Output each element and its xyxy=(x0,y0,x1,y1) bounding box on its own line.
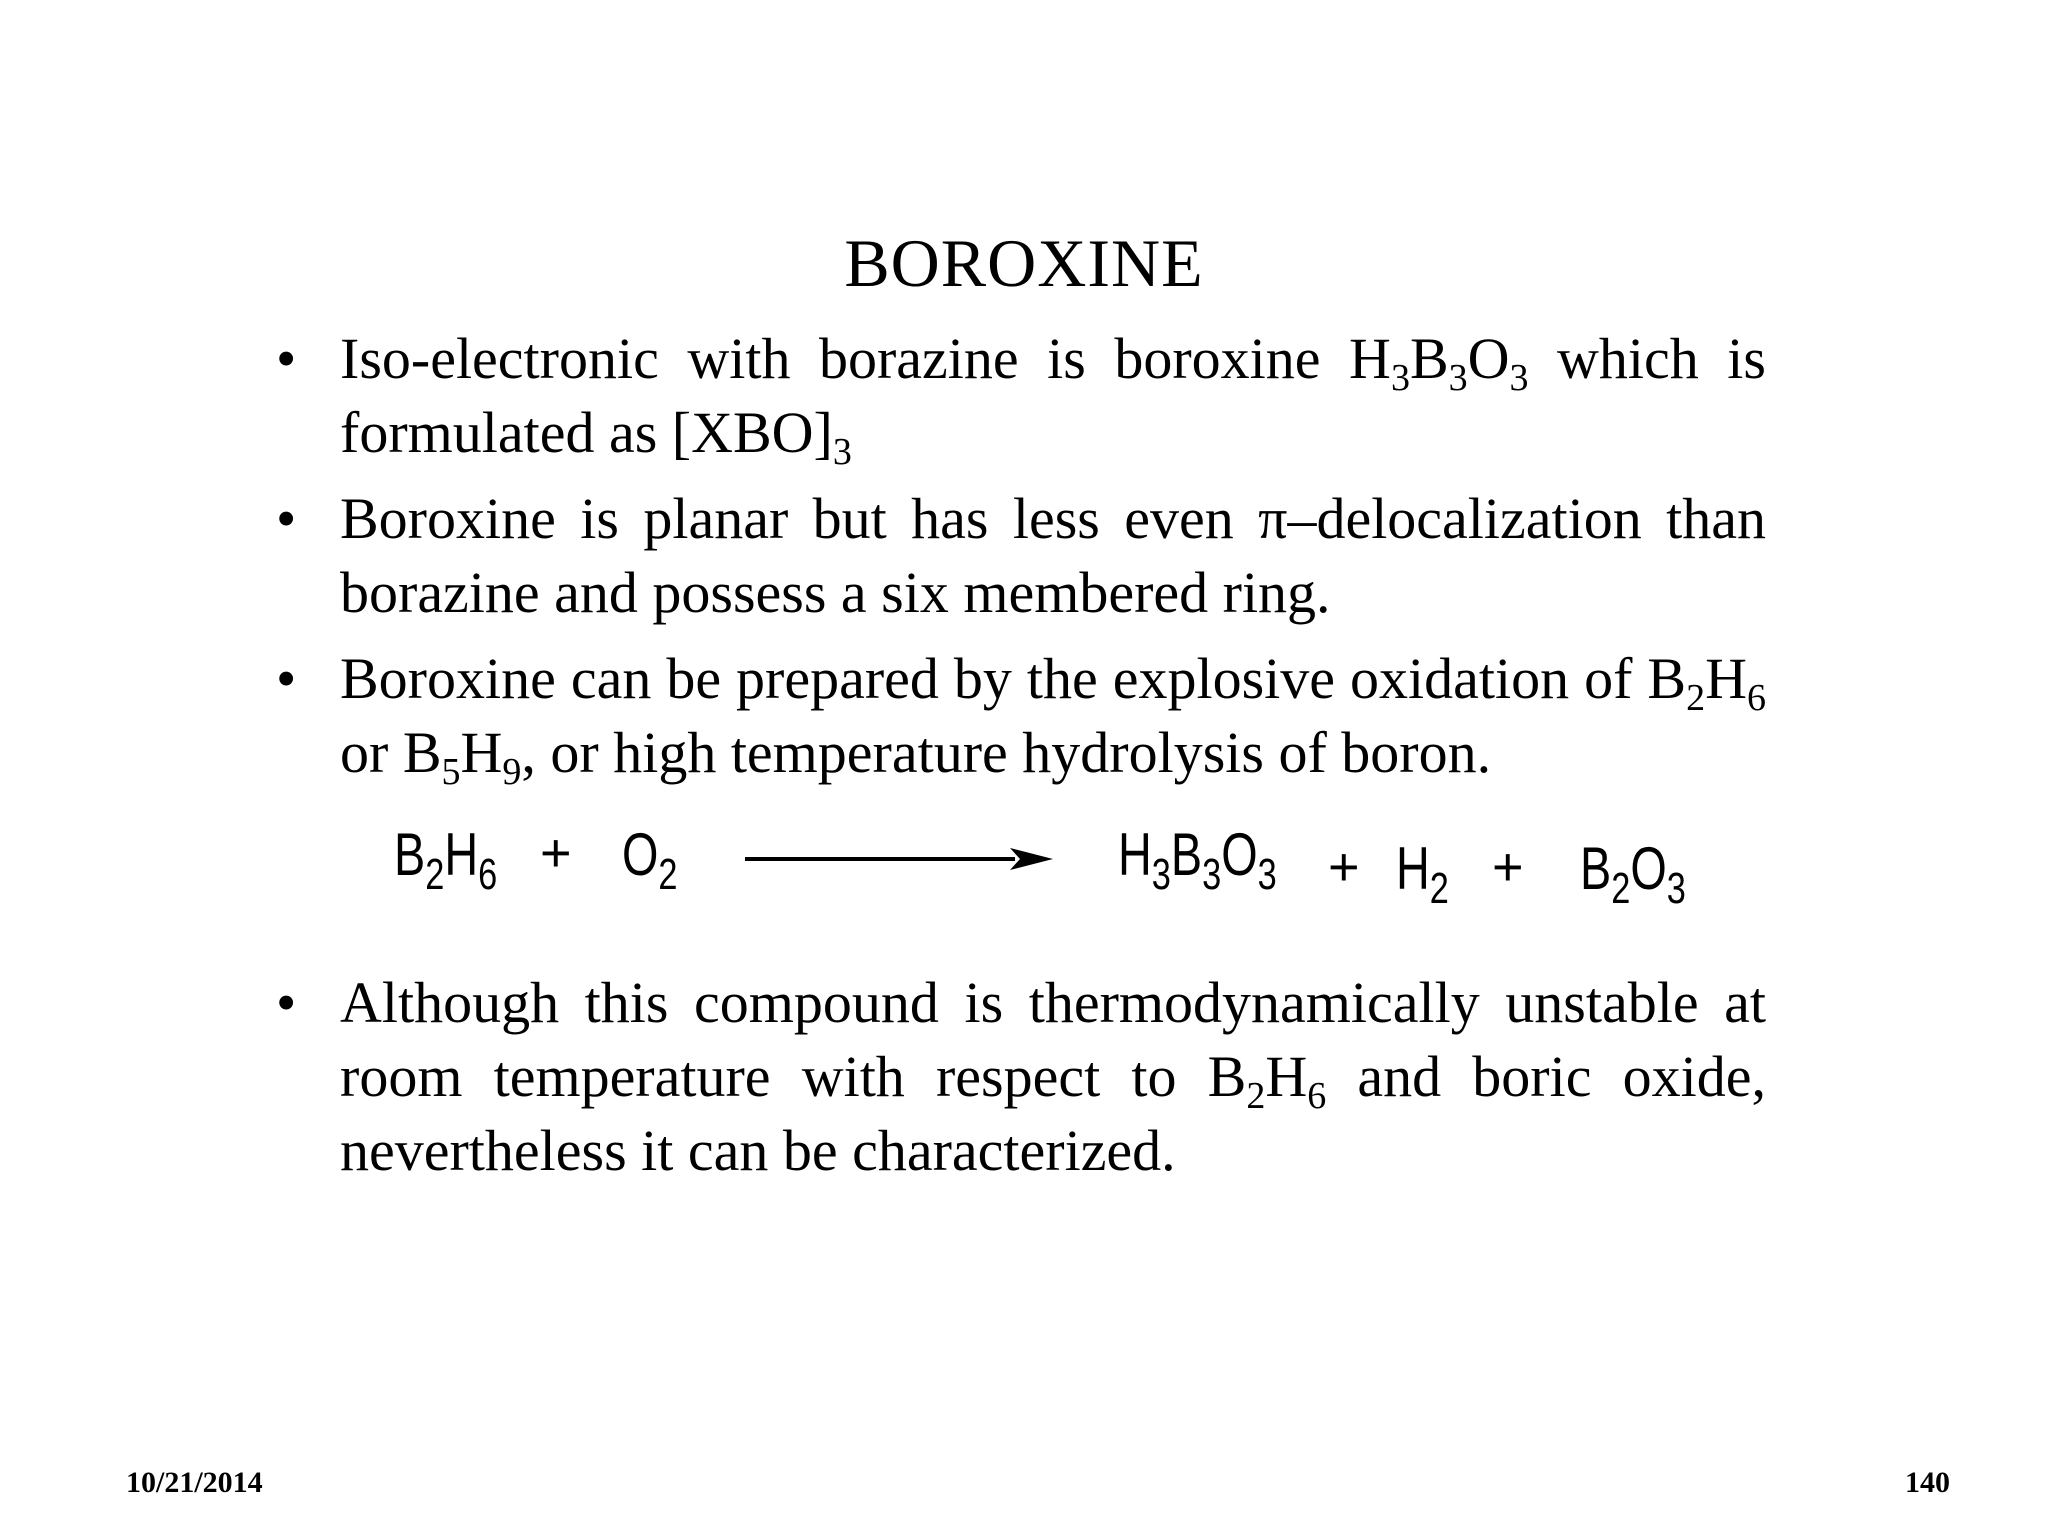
bullet-item: • Iso-electronic with borazine is boroxine $H_3B_3O_3$ which is formulated as $[XBO]_3$ xyxy=(276,322,1766,470)
bullet-list xyxy=(276,322,1766,1200)
bullet-icon: • xyxy=(276,326,297,391)
page-number: 140 xyxy=(1905,1466,1950,1499)
reactant-b2h6: $B_2H_6$ xyxy=(394,821,498,899)
bullet-item: • Although this compound is thermodynamically unstable at room temperature with respect to $B_2H_6$ and boric oxide, nevertheless it can be characterized. xyxy=(276,966,1766,1188)
bullet-icon: • xyxy=(276,486,297,551)
product-b2o3: $B_2O_3$ xyxy=(1580,835,1686,913)
bullet-icon: • xyxy=(276,646,297,711)
reaction-arrow-icon xyxy=(745,844,1055,874)
reaction-equation xyxy=(390,820,1720,930)
bullet-icon: • xyxy=(276,970,297,1035)
plus-sign: + xyxy=(1492,837,1524,897)
footer-date: 10/21/2014 xyxy=(126,1466,263,1499)
slide-title: BOROXINE xyxy=(844,225,1204,301)
plus-sign: + xyxy=(540,823,572,883)
bullet-item: • Boroxine is planar but has less even π–delocalization than borazine and possess a six membered ring. xyxy=(276,482,1766,630)
bullet-item: • Boroxine can be prepared by the explosive oxidation of $B_2H_6$ or $B_5H_9$, or high temperature hydrolysis of boron. xyxy=(276,642,1766,790)
product-h2: $H_2$ xyxy=(1396,835,1449,913)
plus-sign: + xyxy=(1328,837,1360,897)
reactant-o2: $O_2$ xyxy=(622,821,678,899)
product-h3b3o3: $H_3B_3O_3$ xyxy=(1118,821,1277,899)
